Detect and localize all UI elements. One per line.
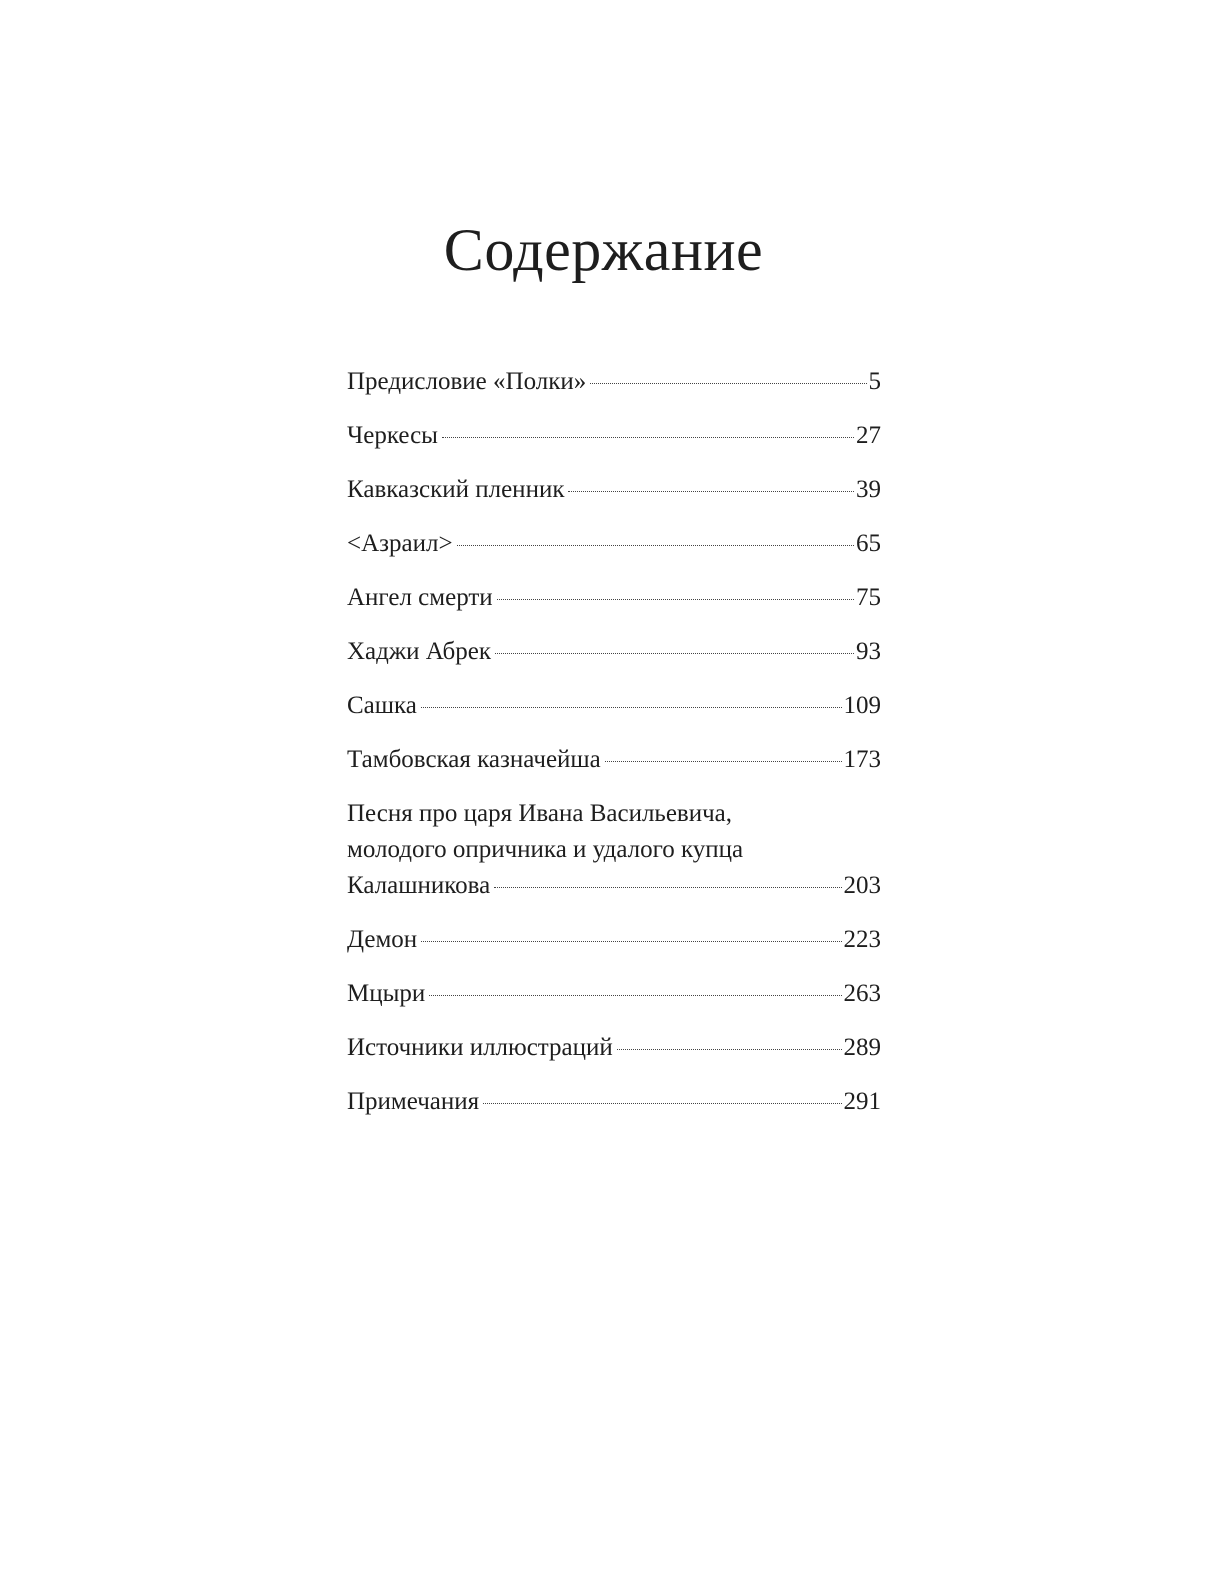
toc-entry-title: Примечания <box>347 1088 480 1115</box>
toc-entry[interactable] <box>347 688 881 724</box>
toc-entry-page: 263 <box>843 980 881 1007</box>
toc-entry-page: 223 <box>843 926 881 953</box>
toc-entry-page: 289 <box>843 1034 881 1061</box>
toc-entry-page: 203 <box>843 872 881 899</box>
toc-entry-title-line: молодого опричника и удалого купца <box>347 836 744 863</box>
toc-entry[interactable] <box>347 1030 881 1066</box>
toc-entry-title: Демон <box>347 926 418 953</box>
dot-leader <box>617 1049 842 1050</box>
toc-entry[interactable] <box>347 922 881 958</box>
toc-entry-page: 109 <box>843 692 881 719</box>
toc-entry[interactable] <box>347 418 881 454</box>
toc-entry[interactable] <box>347 472 881 508</box>
toc-entry[interactable] <box>347 526 881 562</box>
page-title: Содержание <box>443 217 764 283</box>
dot-leader <box>605 761 842 762</box>
toc-entry-page: 27 <box>856 422 881 449</box>
dot-leader <box>495 653 854 654</box>
toc-entry-title: Тамбовская казначейша <box>347 746 601 773</box>
toc-entry-title: Сашка <box>347 692 417 719</box>
dot-leader <box>568 491 854 492</box>
toc-entry-page: 291 <box>843 1088 881 1115</box>
toc-entry-page: 65 <box>856 530 881 557</box>
toc-entry-title-line: Песня про царя Ивана Васильевича, <box>347 800 733 827</box>
toc-entry[interactable] <box>347 634 881 670</box>
toc-entry-title: Источники иллюстраций <box>347 1034 613 1061</box>
dot-leader <box>421 941 841 942</box>
toc-entry[interactable] <box>347 1084 881 1120</box>
dot-leader <box>442 437 854 438</box>
toc-entry-title: Черкесы <box>347 422 438 449</box>
toc-entry[interactable] <box>347 742 881 778</box>
toc-entry-title: Предисловие «Полки» <box>347 368 587 395</box>
dot-leader <box>457 545 854 546</box>
table-of-contents <box>347 364 881 1138</box>
toc-entry[interactable] <box>347 580 881 616</box>
toc-entry[interactable] <box>347 976 881 1012</box>
toc-entry-page: 173 <box>843 746 881 773</box>
toc-entry-page: 39 <box>856 476 881 503</box>
toc-entry-title: Ангел смерти <box>347 584 493 611</box>
dot-leader <box>497 599 854 600</box>
dot-leader <box>483 1103 841 1104</box>
dot-leader <box>429 995 841 996</box>
toc-entry[interactable] <box>347 364 881 400</box>
toc-entry-page: 75 <box>856 584 881 611</box>
toc-entry-title: Кавказский пленник <box>347 476 565 503</box>
dot-leader <box>421 707 842 708</box>
toc-entry-title: <Азраил> <box>347 530 453 557</box>
toc-entry-page: 93 <box>856 638 881 665</box>
toc-entry[interactable] <box>347 796 881 904</box>
toc-entry-page: 5 <box>868 368 881 395</box>
toc-entry-title: Хаджи Абрек <box>347 638 492 665</box>
toc-entry-title: Калашникова <box>347 872 491 899</box>
toc-entry-title: Мцыри <box>347 980 426 1007</box>
dot-leader <box>590 383 866 384</box>
dot-leader <box>494 887 841 888</box>
